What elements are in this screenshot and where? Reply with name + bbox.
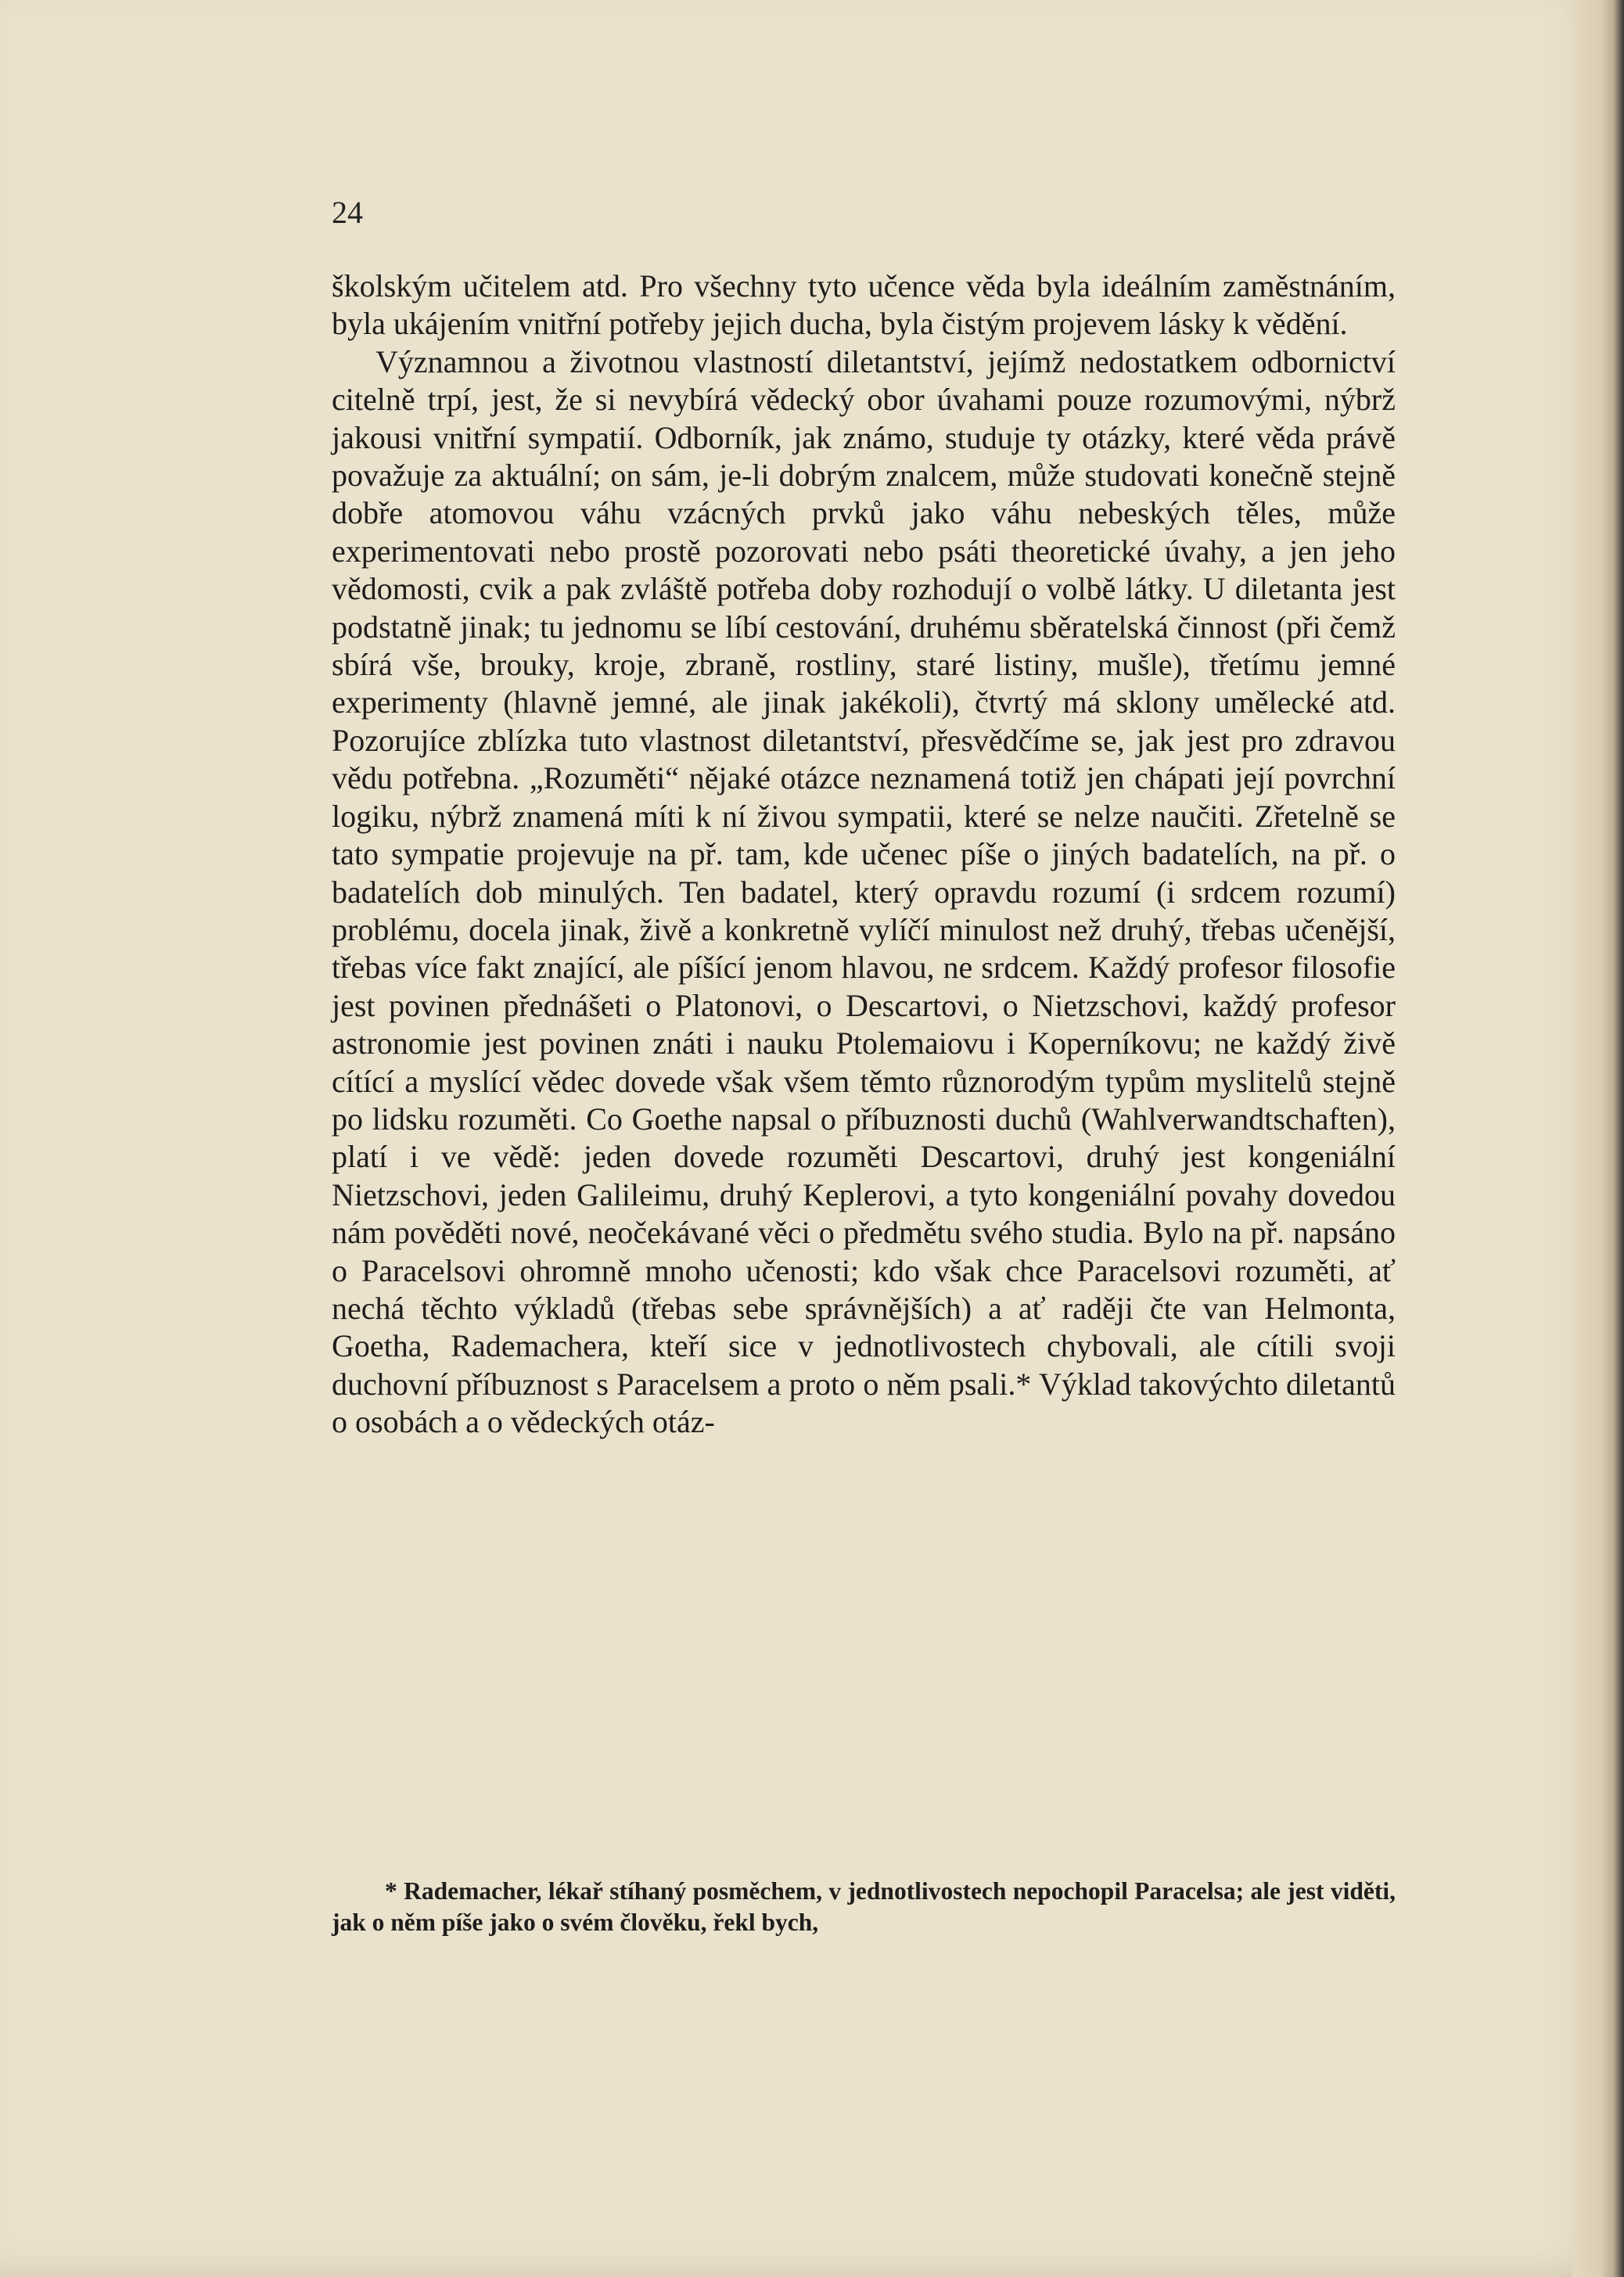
paragraph-diletantstvi: Významnou a životnou vlastností diletantství, jejímž nedostatkem odbornictví citelně trpí, jest, že si nevybírá vědecký obor úvahami pouze rozumovými, nýbrž jakousi vnitřní sympatií. Odborník, jak známo, studuje ty otázky, které věda právě považuje za aktuální; on sám, je-li dobrým znalcem, může studovati konečně stejně dobře atomovou váhu vzácných prvků jako váhu nebeských těles, může experimentovati nebo prostě pozorovati nebo psáti theoretické úvahy, a jen jeho vědomosti, cvik a pak zvláště potřeba doby rozhodují o volbě látky. U diletanta jest podstatně jinak; tu jednomu se líbí cestování, druhému sběratelská činnost (při čemž sbírá vše, brouky, kroje, zbraně, rostliny, staré listiny, mušle), třetímu jemné experimenty (hlavně jemné, ale jinak jakékoli), čtvrtý má sklony umělecké atd. Pozorujíce zblízka tuto vlastnost diletantství, přesvědčíme se, jak jest pro zdravou vědu potřebna. „Rozuměti“ nějaké otázce neznamená totiž jen chápati její povrchní logiku, nýbrž znamená míti k ní živou sympatii, které se nelze naučiti. Zřetelně se tato sympatie projevuje na př. tam, kde učenec píše o jiných badatelích, na př. o badatelích dob minulých. Ten badatel, který opravdu rozumí (i srdcem rozumí) problému, docela jinak, živě a konkretně vylíčí minulost než druhý, třebas učenější, třebas více fakt znající, ale píšící jenom hlavou, ne srdcem. Každý profesor filosofie jest povinen přednášeti o Platonovi, o Descartovi, o Nietzschovi, každý profesor astronomie jest povinen znáti i nauku Ptolemaiovu i Koperníkovu; ne každý živě cítící a myslící vědec dovede však všem těmto různorodým typům myslitelů stejně po lidsku rozuměti. Co Goethe napsal o příbuznosti duchů (Wahlverwandtschaften), platí i ve vědě: jeden dovede rozuměti Descartovi, druhý jest kongeniální Nietzschovi, jeden Galileimu, druhý Keplerovi, a tyto kongeniální povahy dovedou nám pověděti nové, neočekávané věci o předmětu svého studia. Bylo na př. napsáno o Paracelsovi ohromně mnoho učenosti; kdo však chce Paracelsovi rozuměti, ať nechá těchto výkladů (třebas sebe správnějších) a ať raději čte van Helmonta, Goetha, Rademachera, kteří sice v jednotlivostech chybovali, ale cítili svoji duchovní příbuznost s Paracelsem a proto o něm psali.* Výklad takovýchto diletantů o osobách a o vědeckých otáz- — [332, 343, 1396, 1440]
page-edge — [1572, 0, 1624, 2277]
paragraph-continuation: školským učitelem atd. Pro všechny tyto učence věda byla ideálním zaměstnáním, byla ukájením vnitřní potřeby jejich ducha, byla čistým projevem lásky k vědění. — [332, 268, 1396, 342]
footnote: * Rademacher, lékař stíhaný posměchem, v jednotlivostech nepochopil Paracelsa; ale jest viděti, jak o něm píše jako o svém člověku, řekl bych, — [332, 1877, 1396, 1936]
body-text — [332, 268, 1396, 1442]
page-number: 24 — [332, 195, 363, 230]
